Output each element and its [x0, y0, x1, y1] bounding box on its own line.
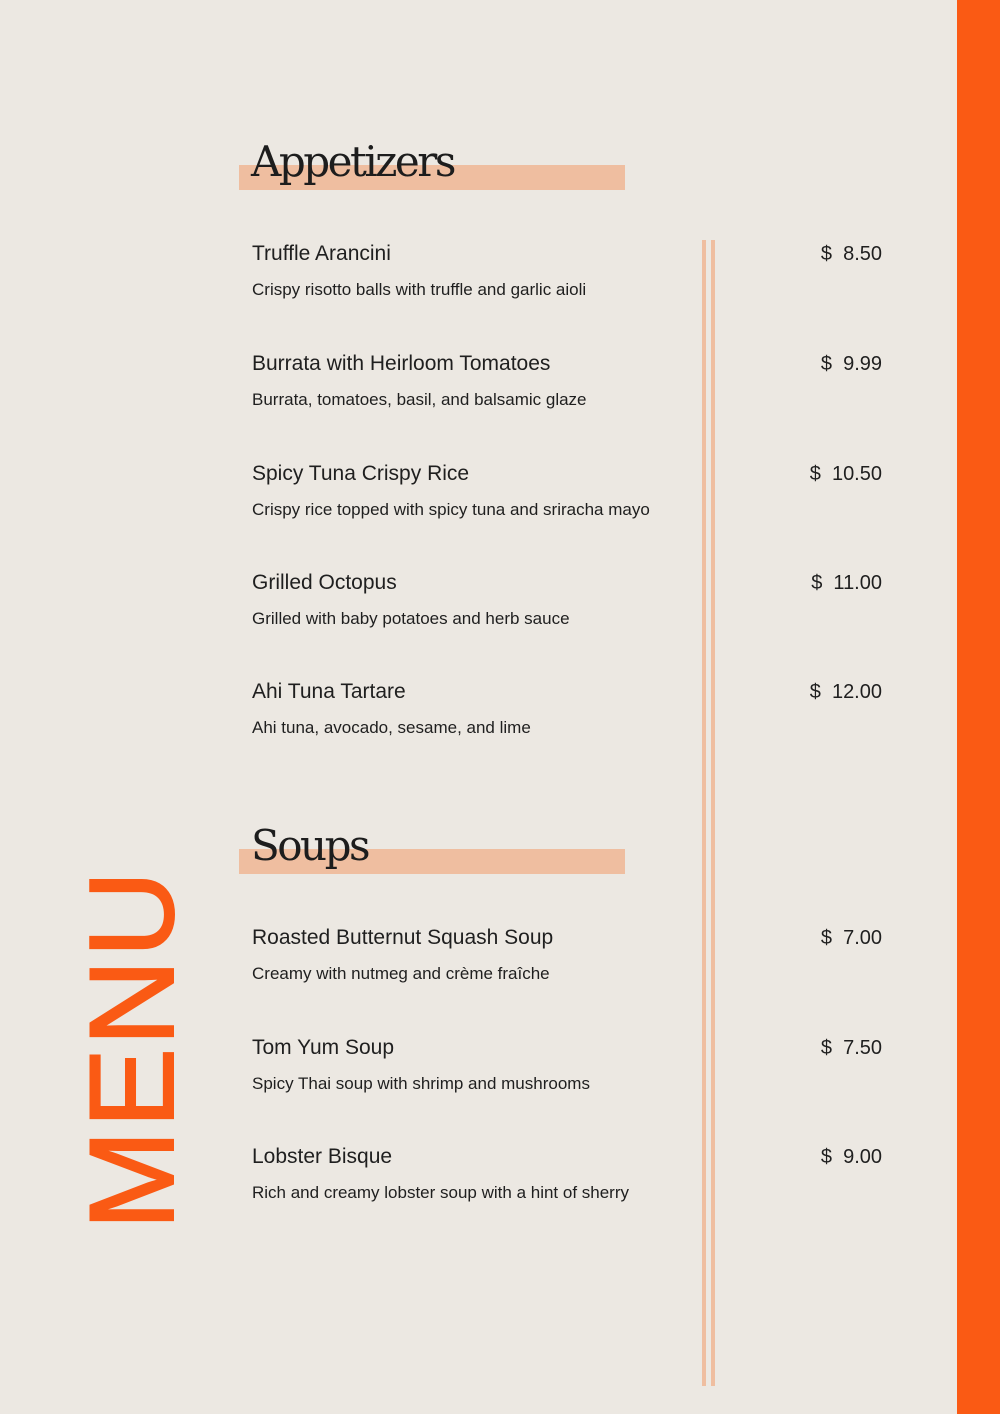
item-price: $ 11.00 [811, 572, 882, 594]
menu-item [252, 1143, 882, 1223]
menu-item [252, 569, 882, 649]
menu-item [252, 678, 882, 758]
menu-item [252, 1034, 882, 1114]
section-heading-text: Soups [251, 821, 369, 870]
item-price: $ 9.99 [820, 353, 882, 375]
item-name: Ahi Tuna Tartare [252, 680, 406, 703]
item-price: $ 7.00 [820, 927, 882, 949]
right-accent-bar [957, 0, 1000, 1414]
item-name: Burrata with Heirloom Tomatoes [252, 352, 551, 375]
item-price: $ 9.00 [820, 1146, 882, 1168]
menu-title: MENU [65, 868, 199, 1230]
item-description: Grilled with baby potatoes and herb sauce [252, 609, 570, 628]
item-price: $ 7.50 [820, 1037, 882, 1059]
item-description: Rich and creamy lobster soup with a hint of sherry [252, 1183, 630, 1202]
item-description: Ahi tuna, avocado, sesame, and lime [252, 718, 531, 737]
item-price: $ 10.50 [809, 463, 882, 485]
item-name: Truffle Arancini [252, 242, 391, 265]
item-name: Grilled Octopus [252, 571, 397, 594]
item-description: Spicy Thai soup with shrimp and mushrooms [252, 1074, 590, 1093]
item-description: Crispy risotto balls with truffle and garlic aioli [252, 280, 587, 299]
section-heading-text: Appetizers [251, 137, 454, 186]
item-price: $ 8.50 [820, 243, 882, 265]
item-price: $ 12.00 [809, 681, 882, 703]
item-name: Spicy Tuna Crispy Rice [252, 462, 470, 485]
item-description: Burrata, tomatoes, basil, and balsamic glaze [252, 390, 587, 409]
item-name: Roasted Butternut Squash Soup [252, 926, 554, 949]
item-name: Lobster Bisque [252, 1145, 393, 1168]
section-heading-appetizers [239, 137, 625, 200]
item-description: Creamy with nutmeg and crème fraîche [252, 964, 550, 983]
item-description: Crispy rice topped with spicy tuna and sriracha mayo [252, 500, 650, 519]
menu-item [252, 460, 882, 540]
menu-item [252, 240, 882, 320]
item-name: Tom Yum Soup [252, 1036, 395, 1059]
menu-item [252, 924, 882, 1004]
section-heading-soups [239, 821, 625, 884]
menu-item [252, 350, 882, 430]
